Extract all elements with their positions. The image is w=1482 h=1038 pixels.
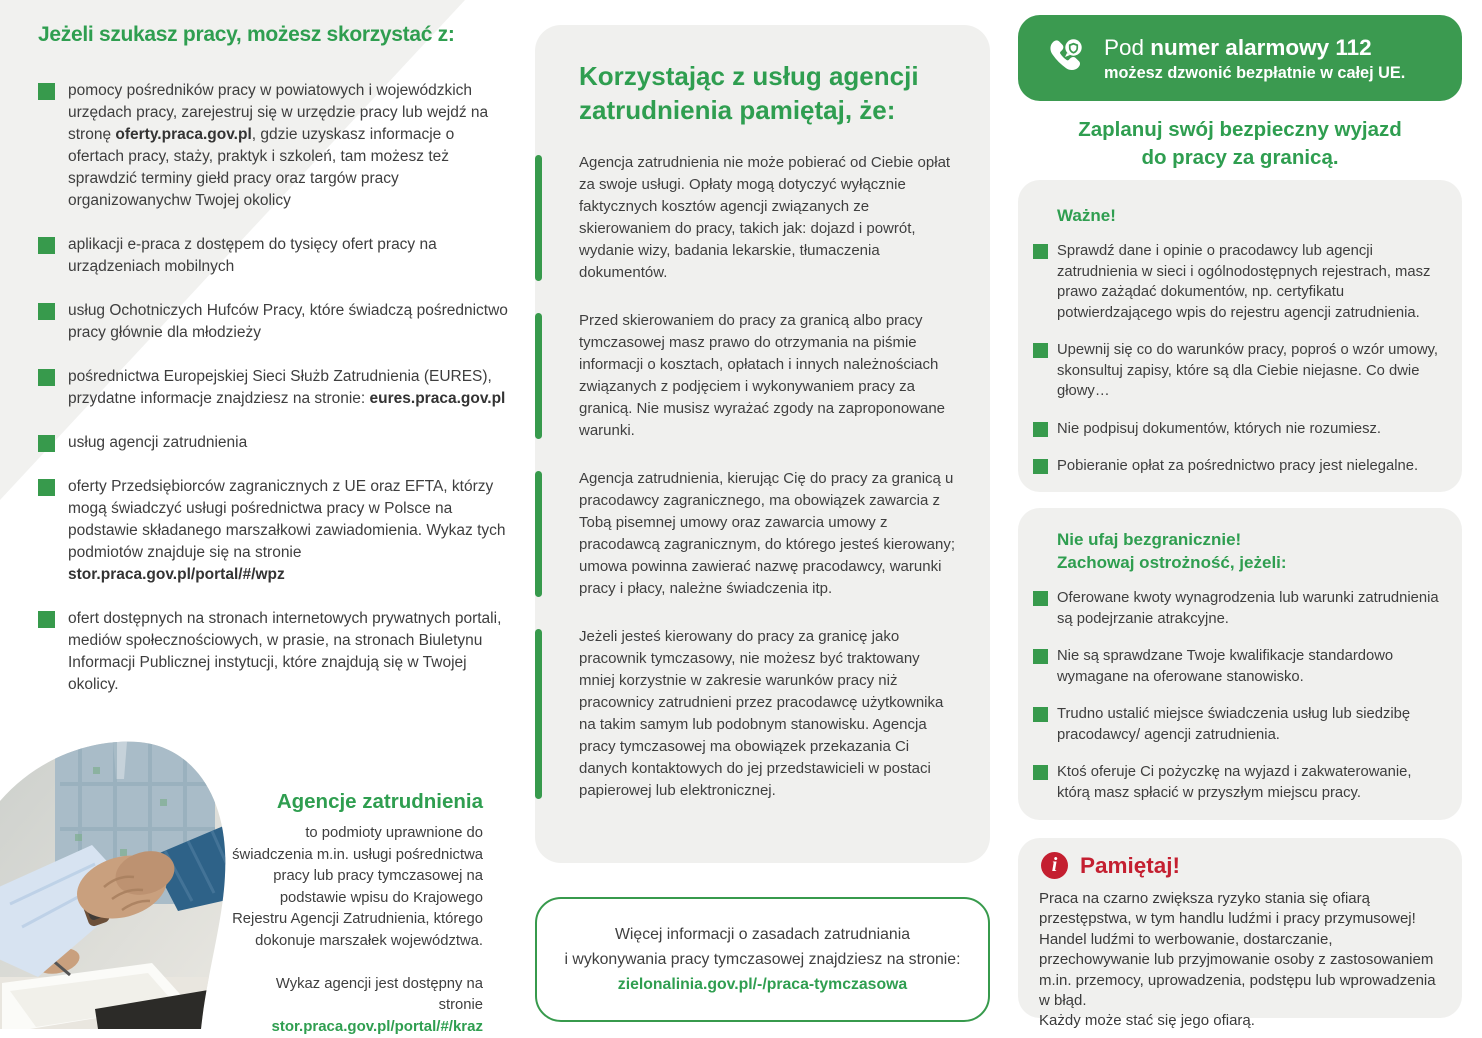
link-stor-kraz[interactable]: stor.praca.gov.pl/portal/#/kraz: [271, 1018, 483, 1035]
bullet-square-icon: [1033, 765, 1048, 780]
important-list: [1033, 241, 1444, 477]
phone-112-icon: [1040, 34, 1088, 82]
bullet-square-icon: [38, 435, 55, 452]
plan-safe-trip-heading: Zaplanuj swój bezpieczny wyjazd do pracy za granicą.: [1078, 118, 1402, 170]
important-heading: Ważne!: [1057, 206, 1116, 225]
remember-heading-row: [1041, 852, 1444, 879]
rule-paragraph: Agencja zatrudnienia nie może pobierać od Ciebie opłat za swoje usługi. Opłaty mogą dotyczyć wyłącznie faktycznych kosztów agencji związanych ze skierowaniem do pracy, takich jak: dojazd i powrót, wydanie wizy, badania lekarskie, tłumaczenia dokumentów.: [535, 152, 990, 284]
handshake-photo: [0, 739, 240, 1029]
caution-list: [1033, 588, 1444, 803]
list-item-text: oferty Przedsiębiorców zagranicznych z UE oraz EFTA, którzy mogą świadczyć usługi pośrednictwa pracy w Polsce na podstawie składanego marszałkowi zawiadomienia. Wykaz tych podmiotów znajduje się na stronie stor.praca.gov.pl/portal/#/wpz: [68, 478, 506, 584]
list-item-text: usług agencji zatrudnienia: [68, 434, 248, 452]
job-search-options-list: [38, 80, 508, 696]
list-item: [38, 234, 508, 278]
bullet-square-icon: [38, 369, 55, 386]
list-item: [38, 300, 508, 344]
link-stor-wpz[interactable]: stor.praca.gov.pl/portal/#/wpz: [68, 566, 285, 584]
left-column: [38, 22, 508, 718]
bullet-square-icon: [1033, 459, 1048, 474]
more-info-box: [535, 897, 990, 1022]
list-item-text: usług Ochotniczych Hufców Pracy, które świadczą pośrednictwo pracy głównie dla młodzieży: [68, 302, 508, 342]
banner-line1: Pod numer alarmowy 112: [1104, 34, 1372, 60]
agencies-note: Wykaz agencji jest dostępny na stronie: [275, 976, 483, 1013]
left-column-heading: Jeżeli szukasz pracy, możesz skorzystać z:: [38, 23, 455, 46]
bullet-square-icon: [1033, 244, 1048, 259]
remember-heading: Pamiętaj!: [1080, 852, 1181, 878]
banner-text: [1104, 34, 1405, 83]
rule-paragraph: Agencja zatrudnienia, kierując Cię do pracy za granicą u pracodawcy zagranicznego, ma obowiązek zawarcia z Tobą pisemnej umowy oraz zawarcia umowy z pracodawcą zagranicznym, do którego jesteś kierowany; umowa powinna zawierać nazwę pracodawcy, warunki pracy i płacy, należne świadczenia itp.: [535, 468, 990, 600]
bullet-square-icon: [1033, 707, 1048, 722]
list-item: Nie są sprawdzane Twoje kwalifikacje standardowo wymagane na oferowane stanowisko.: [1033, 646, 1444, 687]
more-info-line1: Więcej informacji o zasadach zatrudniania: [614, 926, 911, 943]
list-item: [38, 80, 508, 212]
list-item-text: pomocy pośredników pracy w powiatowych i wojewódzkich urzędach pracy, zarejestruj się w urzędzie pracy lub wejdź na stronę oferty.praca.gov.pl, gdzie uzyskasz informacje o ofertach pracy, staży, praktyk i szkoleń, tam możesz też sprawdzić terminy giełd pracy oraz targów pracy organizowanychw Twojej okolicy: [68, 82, 489, 210]
bullet-square-icon: [1033, 422, 1048, 437]
list-item: Trudno ustalić miejsce świadczenia usług lub siedzibę pracodawcy/ agencji zatrudnienia.: [1033, 704, 1444, 745]
list-item: Sprawdź dane i opinie o pracodawcy lub agencji zatrudnienia w sieci i ogólnodostępnych rejestrach, masz prawo zażądać dokumentów, np. certyfikatu potwierdzającego wpis do rejestru agencji zatrudnienia.: [1033, 241, 1444, 323]
list-item: Oferowane kwoty wynagrodzenia lub warunki zatrudnienia są podejrzanie atrakcyjne.: [1033, 588, 1444, 629]
rule-paragraph: Jeżeli jesteś kierowany do pracy za granicę jako pracownik tymczasowy, nie możesz być traktowany mniej korzystnie w zakresie warunków pracy niż pracownicy zatrudnieni przez pracodawcę użytkownika na takim samym lub podobnym stanowisku. Agencja pracy tymczasowej ma obowiązek przekazania Ci danych kontaktowych do jej przedstawicieli w postaci papierowej lub elektronicznej.: [535, 626, 990, 802]
list-item: Pobieranie opłat za pośrednictwo pracy jest nielegalne.: [1033, 456, 1444, 477]
rule-paragraph: Przed skierowaniem do pracy za granicą albo pracy tymczasowej masz prawo do otrzymania na piśmie informacji o kosztach, opłatach i innych należnościach związanych z podjęciem i wykonywaniem pracy za granicą. Nie musisz wyrażać zgody na zaproponowane warunki.: [535, 310, 990, 442]
bullet-square-icon: [1033, 649, 1048, 664]
bullet-square-icon: [38, 611, 55, 628]
middle-heading: Korzystając z usług agencji zatrudnienia pamiętaj, że:: [579, 61, 919, 126]
more-info-line2: i wykonywania pracy tymczasowej znajdziesz na stronie:: [564, 951, 961, 968]
bullet-square-icon: [38, 479, 55, 496]
bullet-square-icon: [1033, 343, 1048, 358]
remember-body: Praca na czarno zwiększa ryzyko stania się ofiarą przestępstwa, w tym handlu ludźmi i pracy przymusowej! Handel ludźmi to werbowanie, dostarczanie, przechowywanie lub przyjmowanie osoby z zastosowaniem m.in. przemocy, uprowadzenia, podstępu lub wprowadzenia w błąd. Każdy może stać się jego ofiarą.: [1039, 890, 1436, 1030]
agencies-description: to podmioty uprawnione do świadczenia m.in. usługi pośrednictwa pracy lub pracy tymczasowej na podstawie wpisu do Krajowego Rejestru Agencji Zatrudnienia, którego dokonuje marszałek województwa.: [232, 825, 483, 949]
agencies-block: [230, 790, 483, 1038]
bullet-square-icon: [1033, 591, 1048, 606]
list-item-text: pośrednictwa Europejskiej Sieci Służb Zatrudnienia (EURES), przydatne informacje znajdziesz na stronie: eures.praca.gov.pl: [68, 368, 506, 408]
caution-card: [1018, 508, 1462, 820]
list-item: [38, 366, 508, 410]
agency-rules-card: [535, 25, 990, 863]
bullet-square-icon: [38, 237, 55, 254]
list-item: [38, 608, 508, 696]
list-item: Upewnij się co do warunków pracy, poproś o wzór umowy, skonsultuj zapisy, które są dla Ciebie niejasne. Co dwie głowy…: [1033, 340, 1444, 402]
banner-line2: możesz dzwonić bezpłatnie w całej UE.: [1104, 63, 1406, 82]
list-item: [38, 432, 508, 454]
emergency-112-banner: [1018, 15, 1462, 101]
link-eures-praca[interactable]: eures.praca.gov.pl: [369, 390, 506, 408]
remember-card: [1018, 838, 1462, 1030]
list-item: [38, 476, 508, 586]
agencies-heading: Agencje zatrudnienia: [276, 790, 483, 813]
link-oferty-praca[interactable]: oferty.praca.gov.pl: [115, 126, 252, 144]
list-item: Nie podpisuj dokumentów, których nie rozumiesz.: [1033, 419, 1444, 440]
list-item-text: ofert dostępnych na stronach internetowych prywatnych portali, mediów społecznościowych, w prasie, na stronach Biuletynu Informacji Publicznej instytucji, które znajdują się w Twojej okolicy.: [68, 610, 502, 694]
bullet-square-icon: [38, 83, 55, 100]
caution-heading: Nie ufaj bezgranicznie! Zachowaj ostrożność, jeżeli:: [1057, 530, 1287, 572]
info-icon: i: [1041, 852, 1068, 879]
link-zielonalinia[interactable]: zielonalinia.gov.pl/-/praca-tymczasowa: [617, 976, 908, 993]
important-card: [1018, 180, 1462, 492]
bullet-square-icon: [38, 303, 55, 320]
list-item: Ktoś oferuje Ci pożyczkę na wyjazd i zakwaterowanie, którą masz spłacić w przyszłym miejscu pracy.: [1033, 762, 1444, 803]
list-item-text: aplikacji e-praca z dostępem do tysięcy ofert pracy na urządzeniach mobilnych: [68, 236, 437, 276]
